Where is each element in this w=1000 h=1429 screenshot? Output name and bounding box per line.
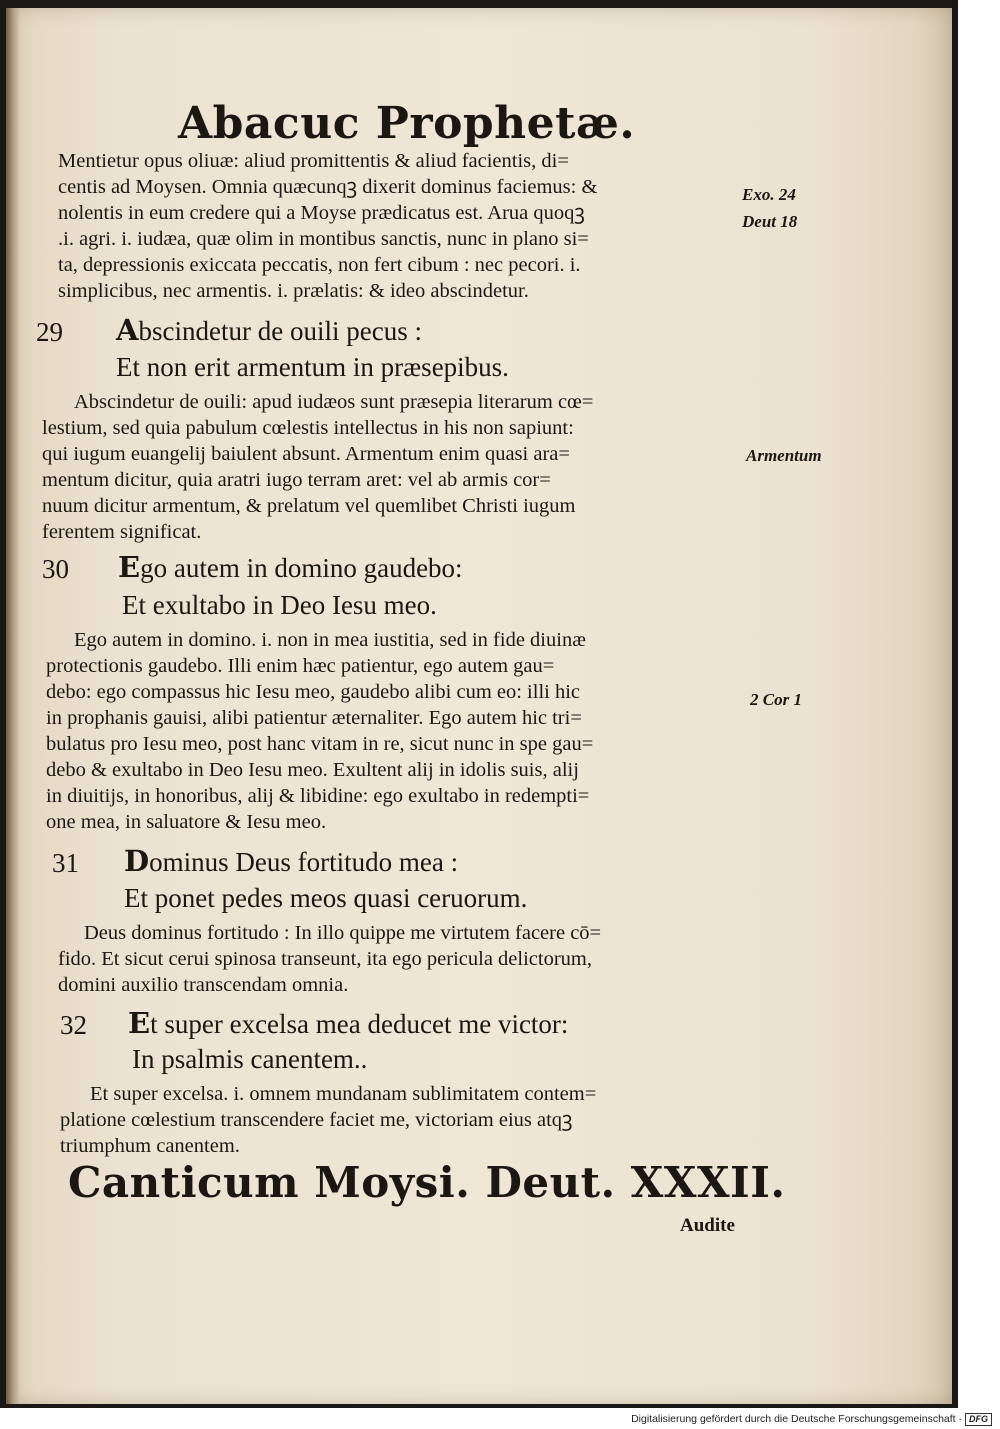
gloss-line: bulatus pro Iesu meo, post hanc vitam in re, sicut nunc in spe gau=: [46, 733, 594, 755]
gloss-line: fido. Et sicut cerui spinosa transeunt, ita ego pericula delictorum,: [58, 948, 592, 970]
gloss-line: qui iugum euangelij baiulent absunt. Armentum enim quasi ara=: [42, 443, 570, 465]
verse-number: 31: [52, 848, 79, 878]
margin-note: 2 Cor 1: [750, 690, 802, 709]
gloss-line: lestium, sed quia pabulum cœlestis intellectus in his non sapiunt:: [42, 417, 574, 439]
gloss-line: protectionis gaudebo. Illi enim hæc patientur, ego autem gau=: [46, 655, 555, 677]
gloss-line: mentum dicitur, quia aratri iugo terram aret: vel ab armis cor=: [42, 469, 551, 491]
verse-line: [116, 313, 422, 348]
verse-line: Et non erit armentum in præsepibus.: [116, 352, 509, 382]
verse-number: 29: [36, 317, 63, 347]
margin-note: Armentum: [746, 446, 822, 465]
gloss-line: Et super excelsa. i. omnem mundanam sublimitatem contem=: [90, 1083, 597, 1105]
section-title: Canticum Moysi. Deut. XXXII.: [68, 1158, 786, 1207]
page-content: [6, 8, 952, 1404]
gloss-line: ta, depressionis exiccata peccatis, non fert cibum : nec pecori. i.: [58, 254, 581, 276]
verse-initial: D: [124, 844, 150, 878]
verse-text: go autem in domino gaudebo:: [140, 553, 463, 583]
verse-line: In psalmis canentem..: [132, 1044, 368, 1074]
gloss-line: platione cœlestium transcendere faciet me, victoriam eius atqꝫ: [60, 1109, 573, 1131]
gloss-line: domini auxilio transcendam omnia.: [58, 974, 349, 996]
gloss-line: triumphum canentem.: [60, 1135, 240, 1157]
running-title: Abacuc Prophetæ.: [178, 98, 636, 149]
verse-line: Et ponet pedes meos quasi ceruorum.: [124, 883, 528, 913]
gloss-line: debo: ego compassus hic Iesu meo, gaudebo alibi cum eo: illi hic: [46, 681, 581, 703]
verse-text: bscindetur de ouili pecus :: [138, 316, 422, 346]
margin-note: Deut 18: [742, 212, 798, 231]
verse-line: Et exultabo in Deo Iesu meo.: [122, 590, 437, 620]
book-page: [6, 8, 952, 1404]
gloss-line: debo & exultabo in Deo Iesu meo. Exultent alij in idolis suis, alij: [46, 759, 579, 781]
verse-text: ominus Deus fortitudo mea :: [149, 847, 459, 877]
verse-number: 32: [60, 1010, 87, 1040]
credit-text: Digitalisierung gefördert durch die Deutsche Forschungsgemeinschaft ·: [631, 1413, 962, 1425]
gloss-line: Deus dominus fortitudo : In illo quippe me virtutem facere cō=: [84, 922, 602, 944]
gloss-line: one mea, in saluatore & Iesu meo.: [46, 811, 327, 833]
verse-line: [118, 550, 463, 585]
gloss-line: in prophanis gauisi, alibi patientur æternaliter. Ego autem hic tri=: [46, 707, 582, 729]
margin-note: Exo. 24: [742, 185, 796, 204]
verse-line: [128, 1006, 568, 1041]
verse-initial: E: [118, 550, 141, 584]
gloss-line: .i. agri. i. iudæa, quæ olim in montibus sanctis, nunc in plano si=: [58, 228, 589, 250]
verse-initial: E: [128, 1006, 151, 1040]
gloss-line: nuum dicitur armentum, & prelatum vel quemlibet Christi iugum: [42, 495, 576, 517]
verse-line: [124, 844, 458, 879]
verse-number: 30: [42, 554, 69, 584]
gloss-line: nolentis in eum credere qui a Moyse prædicatus est. Arua quoqꝫ: [58, 202, 585, 224]
gloss-line: Ego autem in domino. i. non in mea iustitia, sed in fide diuinæ: [74, 629, 586, 651]
digitization-credit: [631, 1412, 992, 1426]
dfg-logo: DFG: [965, 1413, 992, 1426]
verse-text: t super excelsa mea deducet me victor:: [150, 1009, 569, 1039]
gloss-line: simplicibus, nec armentis. i. prælatis: & ideo abscindetur.: [58, 280, 529, 302]
gloss-line: ferentem significat.: [42, 521, 202, 543]
gloss-line: centis ad Moysen. Omnia quæcunqꝫ dixerit dominus faciemus: &: [58, 176, 598, 198]
gloss-line: in diuitijs, in honoribus, alij & libidine: ego exultabo in redempti=: [46, 785, 590, 807]
gloss-line: Mentietur opus oliuæ: aliud promittentis & aliud facientis, di=: [58, 150, 569, 172]
gloss-line: Abscindetur de ouili: apud iudæos sunt præsepia literarum cœ=: [74, 391, 594, 413]
catchword: Audite: [680, 1215, 735, 1236]
verse-initial: A: [116, 313, 139, 347]
